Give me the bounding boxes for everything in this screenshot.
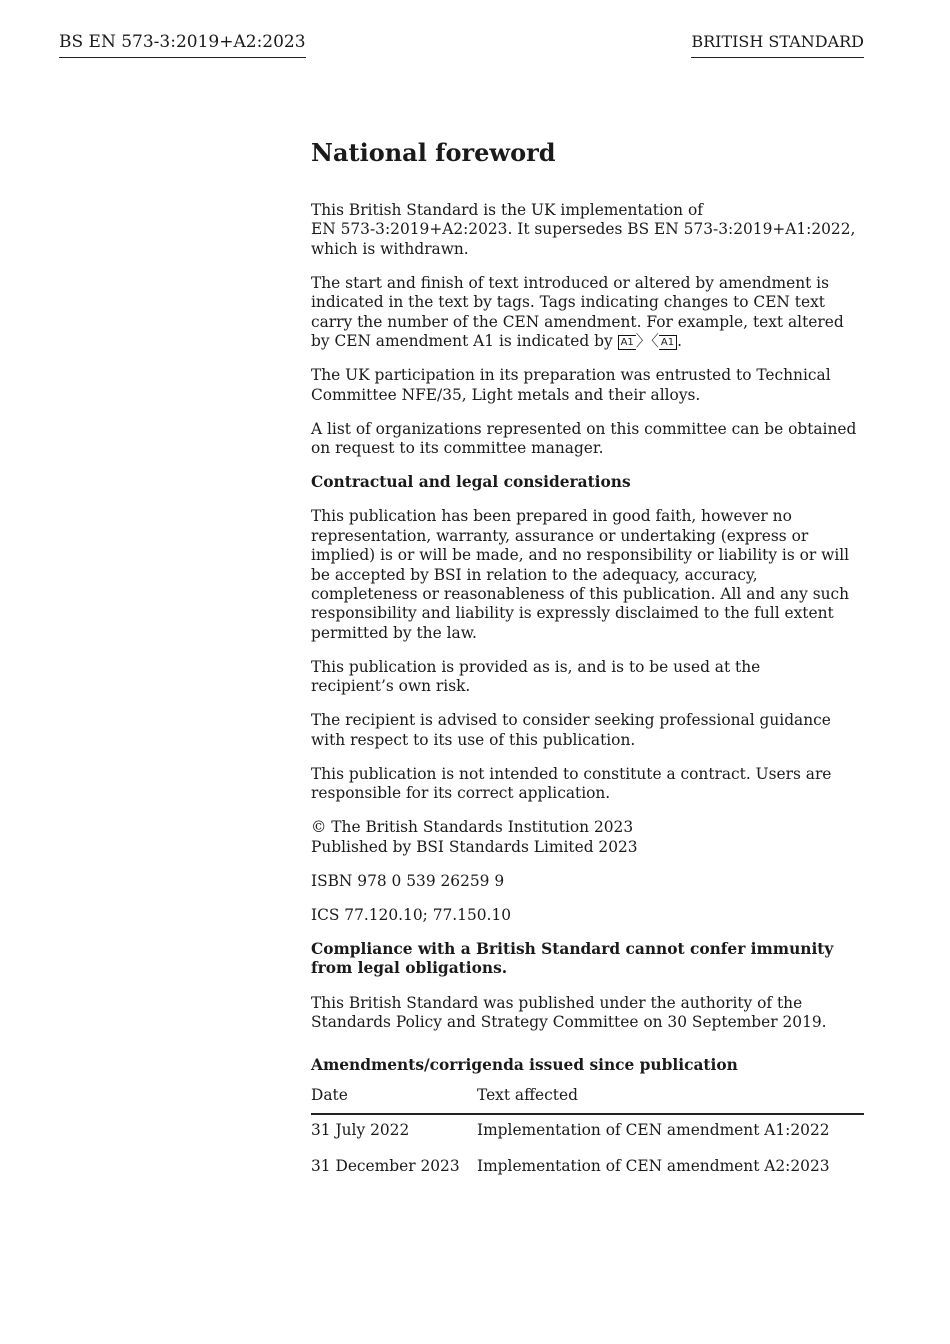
column-header-date: Date (311, 1085, 348, 1104)
table-row (311, 1114, 864, 1140)
amendment-text-affected: Implementation of CEN amendment A1:2022 (477, 1121, 830, 1140)
implementation-paragraph (311, 201, 867, 259)
guidance-paragraph: The recipient is advised to consider seeking professional guidance with respect to its use of this publication. (311, 711, 831, 749)
contract-paragraph: This publication is not intended to constitute a contract. Users are responsible for its correct application. (311, 764, 832, 803)
publisher-line: Published by BSI Standards Limited 2023 (311, 837, 638, 856)
good-faith-paragraph: This publication has been prepared in good faith, however no representation, warranty, assurance or undertaking (express or implied) is or will be made, and no responsibility or liability is or will be accepted by BSI in relation to the adequacy, accuracy, completeness or reasonableness of this publication. All and any such responsibility and liability is expressly disclaimed to the full extent permitted by the law. (311, 507, 850, 642)
organizations-paragraph: A list of organizations represented on this committee can be obtained on request to its committee manager. (311, 419, 857, 458)
risk-paragraph (311, 658, 867, 697)
compliance-statement: Compliance with a British Standard cannot confer immunity from legal obligations. (311, 940, 834, 978)
amendment-date: 31 December 2023 (311, 1156, 460, 1175)
amendments-heading: Amendments/corrigenda issued since publication (311, 1056, 738, 1075)
copyright-line: © The British Standards Institution 2023 (311, 818, 634, 837)
amendment-tags-paragraph: The start and finish of text introduced or altered by amendment is indicated in the text by tags. Tags indicating changes to CEN text carry the number of the CEN amendment. For example, text altered by CEN amendment A1 is indicated by A1 〉〈 A1 . (311, 273, 844, 351)
risk-line-2: recipient’s own risk. (311, 677, 471, 696)
column-header-text-affected: Text affected (477, 1085, 578, 1104)
page-title: National foreword (311, 138, 556, 167)
implementation-line-1: This British Standard is the UK implementation of (311, 201, 703, 219)
amendment-tags-text: The start and finish of text introduced or altered by amendment is indicated in the text by tags. Tags indicating changes to CEN text carry the number of the CEN amendment. For example, text altered by CEN amendment A1 is indicated by (311, 273, 844, 351)
amendment-tags-end: . (677, 332, 682, 351)
copyright-block (311, 818, 867, 857)
implementation-line-3: which is withdrawn. (311, 239, 469, 258)
amendments-header-row (311, 1078, 864, 1114)
committee-paragraph: The UK participation in its preparation was entrusted to Technical Committee NFE/35, Light metals and their alloys. (311, 366, 831, 404)
amendment-tag-close-icon: A1 (659, 335, 677, 350)
isbn-line: ISBN 978 0 539 26259 9 (311, 871, 505, 890)
header-document-id: BS EN 573-3:2019+A2:2023 (59, 31, 306, 58)
risk-line-1: This publication is provided as is, and is to be used at the (311, 657, 761, 676)
amendment-tag-open-icon: A1 (618, 335, 636, 350)
amendments-table (311, 1078, 864, 1176)
national-foreword-section (311, 138, 867, 1176)
header-series-label: BRITISH STANDARD (691, 31, 864, 58)
ics-line: ICS 77.120.10; 77.150.10 (311, 905, 512, 924)
amendment-date: 31 July 2022 (311, 1121, 410, 1140)
authority-paragraph: This British Standard was published under the authority of the Standards Policy and Strategy Committee on 30 September 2019. (311, 993, 827, 1031)
implementation-line-2: EN 573-3:2019+A2:2023. It supersedes BS EN 573-3:2019+A1:2022, (311, 220, 856, 239)
contractual-heading: Contractual and legal considerations (311, 473, 631, 492)
amendment-text-affected: Implementation of CEN amendment A2:2023 (477, 1156, 830, 1175)
table-row (311, 1141, 864, 1176)
